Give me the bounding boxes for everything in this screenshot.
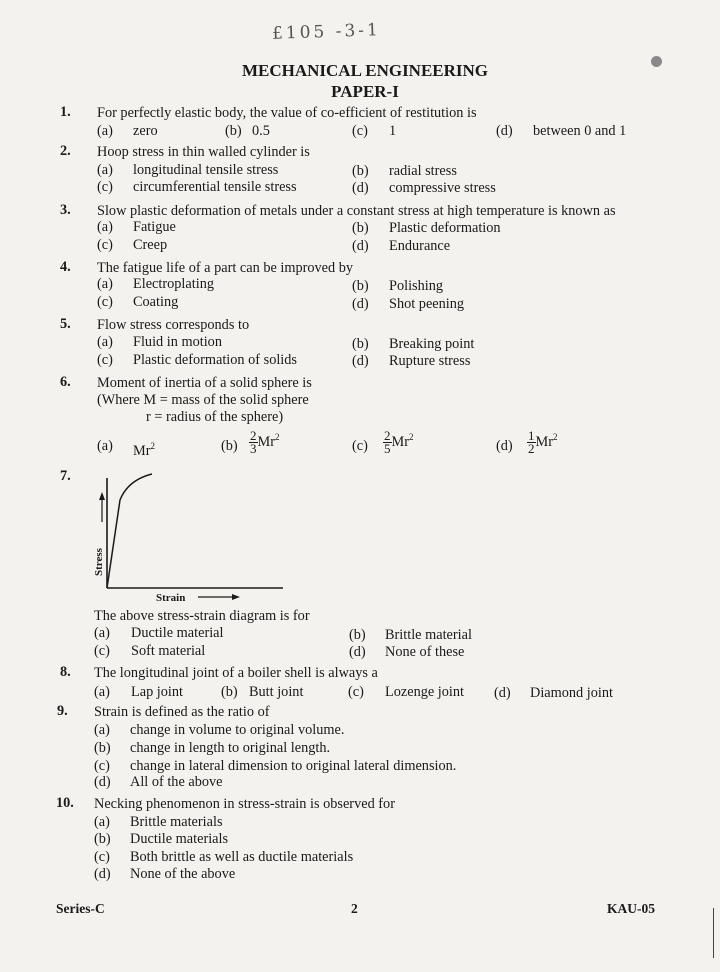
- option-text: Ductile materials: [130, 831, 229, 847]
- option-text: Butt joint: [249, 684, 304, 700]
- option-text: Creep: [133, 237, 168, 253]
- option-text: 0.5: [252, 123, 270, 139]
- option-text: None of these: [385, 644, 465, 660]
- option-label: (b): [225, 123, 242, 139]
- option-label: (a): [97, 276, 113, 292]
- option-text: 1: [389, 123, 397, 139]
- option-text: Ductile material: [131, 625, 224, 641]
- option-text: Polishing: [389, 278, 444, 294]
- option-label: (c): [94, 643, 110, 659]
- option-text: Lozenge joint: [385, 684, 465, 700]
- question-number: 5.: [60, 316, 71, 332]
- option-text: Coating: [133, 294, 179, 310]
- option-text: Brittle material: [385, 627, 472, 643]
- option-text: change in length to original length.: [130, 740, 331, 756]
- option-text: zero: [133, 123, 158, 139]
- option-formula: $\frac{1}{2}$ Mr$^2$: [528, 427, 558, 456]
- option-text: Plastic deformation: [389, 220, 501, 236]
- option-label: (b): [352, 220, 369, 236]
- option-label: (c): [348, 684, 364, 700]
- option-label: (d): [352, 238, 369, 254]
- option-text: Endurance: [389, 238, 451, 254]
- option-label: (a): [94, 684, 110, 700]
- y-axis-label: Stress: [93, 548, 105, 576]
- option-label: (a): [97, 334, 113, 350]
- option-formula: $\frac{2}{3}$ Mr$^2$: [250, 427, 280, 456]
- option-text: longitudinal tensile stress: [133, 162, 279, 178]
- question-text: For perfectly elastic body, the value of co-efficient of restitution is: [97, 105, 477, 121]
- option-label: (c): [97, 294, 113, 310]
- option-formula: Mr$^2$: [133, 441, 155, 459]
- option-label: (c): [94, 758, 110, 774]
- page-number: 2: [351, 901, 358, 916]
- stress-strain-diagram: [88, 470, 288, 605]
- option-label: (a): [94, 625, 110, 641]
- question-number: 10.: [56, 795, 74, 811]
- option-text: Soft material: [131, 643, 206, 659]
- option-label: (d): [349, 644, 366, 660]
- series-label: Series-C: [56, 901, 105, 916]
- option-text: Brittle materials: [130, 814, 223, 830]
- option-text: All of the above: [130, 774, 223, 790]
- option-label: (b): [352, 336, 369, 352]
- option-text: Electroplating: [133, 276, 214, 292]
- stress-strain-curve: [107, 474, 152, 588]
- paper-subtitle: PAPER-I: [331, 82, 399, 101]
- option-text: compressive stress: [389, 180, 496, 196]
- up-arrow-icon: [99, 492, 105, 500]
- option-text: between 0 and 1: [533, 123, 627, 139]
- right-arrow-icon: [232, 594, 240, 600]
- option-label: (b): [349, 627, 366, 643]
- question-text: Slow plastic deformation of metals under a constant stress at high temperature is known as: [97, 203, 616, 219]
- option-label: (a): [97, 162, 113, 178]
- question-number: 1.: [60, 104, 71, 120]
- question-text: Flow stress corresponds to: [97, 317, 250, 333]
- question-number: 3.: [60, 202, 71, 218]
- fraction: $\frac{2}{3}$: [250, 427, 257, 456]
- option-text: Lap joint: [131, 684, 184, 700]
- x-axis-label: Strain: [156, 592, 186, 604]
- option-label: (b): [352, 278, 369, 294]
- option-label: (a): [94, 814, 110, 830]
- option-text: Fatigue: [133, 219, 176, 235]
- option-label: (d): [496, 123, 513, 139]
- option-label: (d): [494, 685, 511, 701]
- option-label: (c): [97, 237, 113, 253]
- question-number: 8.: [60, 664, 71, 680]
- option-text: Rupture stress: [389, 353, 471, 369]
- question-text: The fatigue life of a part can be improved by: [97, 260, 354, 276]
- question-number: 6.: [60, 374, 71, 390]
- option-label: (c): [94, 849, 110, 865]
- option-label: (d): [94, 774, 111, 790]
- option-label: (a): [97, 438, 113, 454]
- option-label: (d): [352, 353, 369, 369]
- option-text: Breaking point: [389, 336, 475, 352]
- option-label: (c): [352, 438, 368, 454]
- option-label: (a): [97, 219, 113, 235]
- question-text: Necking phenomenon in stress-strain is observed for: [94, 796, 395, 812]
- option-text: radial stress: [389, 163, 457, 179]
- option-label: (d): [94, 866, 111, 882]
- fraction: $\frac{2}{5}$: [384, 427, 391, 456]
- option-text: Plastic deformation of solids: [133, 352, 297, 368]
- option-label: (b): [352, 163, 369, 179]
- option-text: change in volume to original volume.: [130, 722, 345, 738]
- option-text: circumferential tensile stress: [133, 179, 297, 195]
- option-text: Fluid in motion: [133, 334, 222, 350]
- option-label: (b): [221, 438, 238, 454]
- question-note: r = radius of the sphere): [146, 409, 284, 425]
- question-text: The above stress-strain diagram is for: [94, 608, 310, 624]
- option-text: change in lateral dimension to original lateral dimension.: [130, 758, 457, 774]
- option-text: Both brittle as well as ductile materials: [130, 849, 354, 865]
- option-text: None of the above: [130, 866, 236, 882]
- option-label: (d): [352, 296, 369, 312]
- option-label: (b): [94, 831, 111, 847]
- question-note: (Where M = mass of the solid sphere: [97, 392, 309, 408]
- option-label: (b): [94, 740, 111, 756]
- option-label: (d): [496, 438, 513, 454]
- option-label: (c): [97, 352, 113, 368]
- paper-code: KAU-05: [607, 901, 655, 916]
- fraction: $\frac{1}{2}$: [528, 427, 535, 456]
- option-formula: $\frac{2}{5}$ Mr$^2$: [384, 427, 414, 456]
- question-number: 7.: [60, 468, 71, 484]
- question-text: Moment of inertia of a solid sphere is: [97, 375, 312, 391]
- option-label: (c): [352, 123, 368, 139]
- question-number: 2.: [60, 143, 71, 159]
- option-label: (a): [94, 722, 110, 738]
- option-label: (a): [97, 123, 113, 139]
- question-text: Hoop stress in thin walled cylinder is: [97, 144, 310, 160]
- handwritten-note: £105 -3-1: [271, 20, 382, 44]
- option-text: Diamond joint: [530, 685, 613, 701]
- option-text: Shot peening: [389, 296, 465, 312]
- option-label: (b): [221, 684, 238, 700]
- option-label: (d): [352, 180, 369, 196]
- question-text: Strain is defined as the ratio of: [94, 704, 270, 720]
- paper-title: MECHANICAL ENGINEERING: [241, 61, 489, 80]
- question-number: 9.: [57, 703, 68, 719]
- option-label: (c): [97, 179, 113, 195]
- page-edge-mark: [713, 908, 714, 958]
- question-text: The longitudinal joint of a boiler shell is always a: [94, 665, 378, 681]
- question-number: 4.: [60, 259, 71, 275]
